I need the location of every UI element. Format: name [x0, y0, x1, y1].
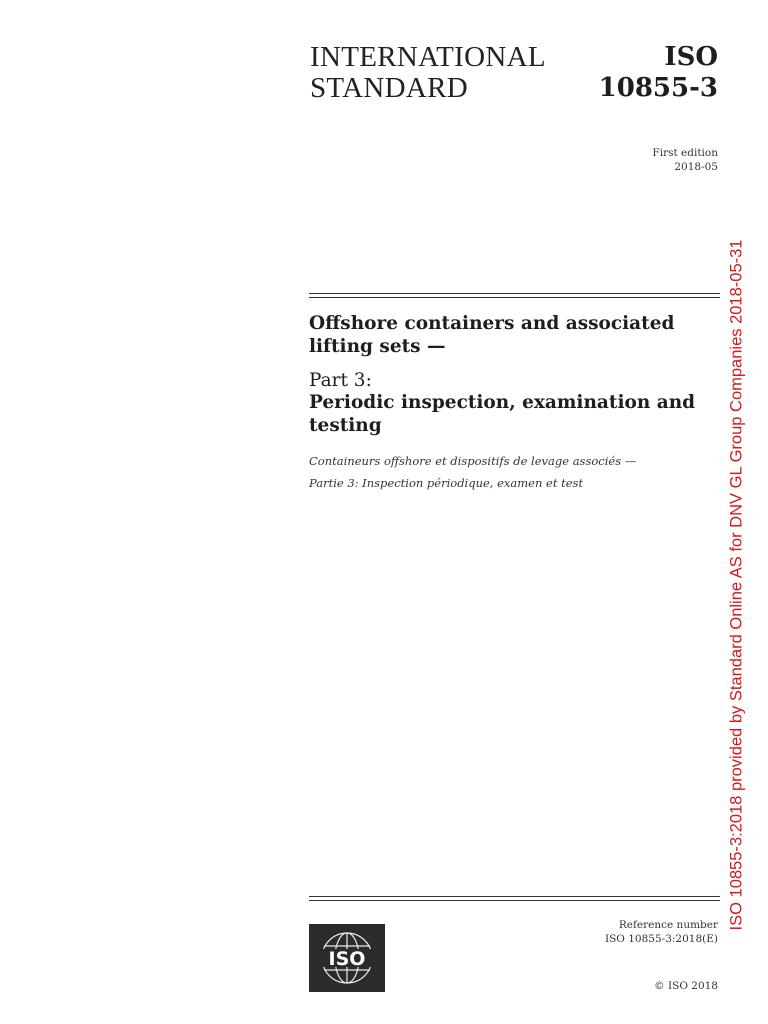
- part-title: [309, 391, 719, 437]
- french-part-title: Partie 3: Inspection périodique, examen et test: [309, 476, 584, 490]
- iso-logo-icon: [309, 924, 385, 992]
- part-title-line1: Periodic inspection, examination and: [309, 392, 696, 413]
- document-type-line1: INTERNATIONAL: [310, 41, 546, 73]
- title-divider-top: [309, 293, 720, 298]
- document-type: [310, 42, 546, 104]
- iso-number: 10855-3: [598, 73, 718, 103]
- part-title-line2: testing: [309, 415, 382, 436]
- main-title-line2: lifting sets —: [309, 336, 446, 357]
- part-label: Part 3:: [309, 370, 372, 391]
- french-title: Containeurs offshore et dispositifs de levage associés —: [309, 454, 637, 468]
- reference-label: Reference number: [618, 919, 718, 931]
- document-type-line2: STANDARD: [310, 72, 468, 104]
- edition-label: First edition: [652, 147, 718, 159]
- edition-date: 2018-05: [674, 161, 718, 173]
- main-title: [309, 312, 719, 358]
- edition-block: [652, 146, 718, 174]
- main-title-line1: Offshore containers and associated: [309, 313, 675, 334]
- iso-logo-text: ISO: [328, 948, 366, 970]
- copyright-notice: © ISO 2018: [654, 980, 718, 992]
- footer-divider: [309, 896, 720, 901]
- watermark-text: ISO 10855-3:2018 provided by Standard Online AS for DNV GL Group Companies 2018-05-31: [727, 239, 746, 931]
- reference-block: [605, 918, 718, 946]
- iso-designation: [599, 42, 718, 104]
- reference-number: ISO 10855-3:2018(E): [604, 933, 718, 945]
- iso-label: ISO: [664, 42, 718, 72]
